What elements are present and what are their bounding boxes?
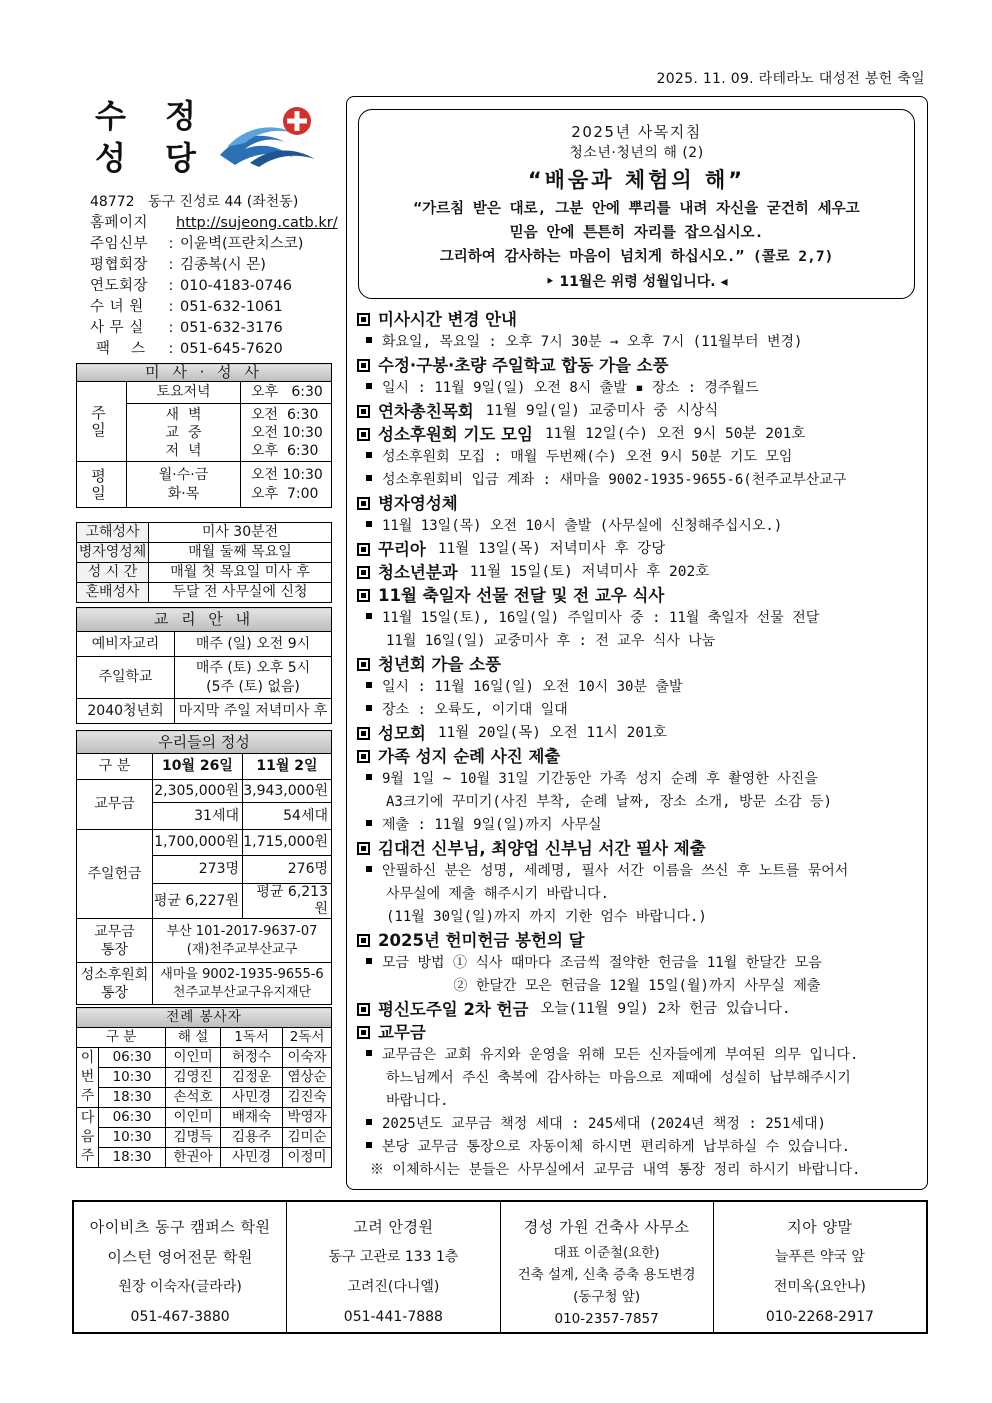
bullet-square-icon	[366, 337, 372, 343]
pastor-row: 주임신부 : 이윤벽(프란치스코)	[90, 236, 304, 252]
announcement-title: 교무금	[378, 1023, 426, 1042]
announcement-heading	[352, 722, 924, 745]
bullet-square-icon	[366, 1142, 372, 1148]
announcement-item	[352, 699, 924, 722]
announcement-item-text: 안필하신 분은 성명, 세례명, 필사 서간 이름을 쓰신 후 노트를 묶어서	[382, 863, 849, 879]
announcements-list	[352, 308, 924, 1182]
announcement-item	[352, 607, 924, 630]
checkbox-square-icon	[357, 842, 370, 855]
announcement-item-text: 성소후원회 모집 : 매월 두번째(수) 오전 9시 50분 기도 모임	[382, 449, 793, 465]
bullet-square-icon	[366, 820, 372, 826]
pastoral-quote-1: “가르침 받은 대로, 그분 안에 뿌리를 내려 자신을 굳건히 세우고	[413, 201, 860, 217]
announcement-item	[352, 1113, 924, 1136]
support-account: 새마을 9002-1935-9655-6 천주교부산교구유지재단	[153, 963, 332, 1005]
announcement-continuation: A3크기에 꾸미기(사진 부착, 순례 날짜, 장소 소개, 방문 소감 등)	[386, 794, 832, 810]
sponsor-ads	[72, 1200, 928, 1334]
pastoral-subtitle: 청소년·청년의 해 (2)	[569, 145, 704, 161]
announcement-heading	[352, 538, 924, 561]
education-title: 교 리 안 내	[77, 608, 332, 632]
bullet-square-icon	[366, 383, 372, 389]
address-row: 48772 동구 진성로 44 (좌천동)	[90, 194, 299, 210]
announcement-item-text: 장소 : 오륙도, 이기대 일대	[382, 702, 568, 718]
announcement-heading	[352, 308, 924, 331]
checkbox-square-icon	[357, 750, 370, 763]
announcement-item-text: 일시 : 11월 9일(일) 오전 8시 출발 ▪ 장소 : 경주월드	[382, 380, 759, 396]
announcement-item-text: 화요일, 목요일 : 오후 7시 30분 → 오후 7시 (11월부터 변경)	[382, 334, 803, 350]
pastoral-quote-3: 그리하여 감사하는 마음이 넘치게 하십시오.” (콜로 2,7)	[439, 249, 834, 265]
bullet-square-icon	[366, 1050, 372, 1056]
bullet-square-icon	[366, 958, 372, 964]
announcement-heading	[352, 837, 924, 860]
ad-architect: 경성 가원 건축사 사무소 대표 이준철(요한) 건축 설계, 신축 증축 용도변경 (동구청 앞) 010-2357-7857	[501, 1202, 714, 1332]
announcement-item-text: 2025년도 교무금 책정 세대 : 245세대 (2024년 책정 : 251세대)	[382, 1116, 826, 1132]
announcement-title: 청년회 가을 소풍	[378, 655, 502, 674]
homepage-link[interactable]: http://sujeong.catb.kr/	[176, 215, 338, 231]
announcement-continuation: (11월 30일(일)까지 까지 기한 엄수 바랍니다.)	[386, 909, 707, 925]
announcement-title: 평신도주일 2차 헌금	[378, 1000, 529, 1019]
office-row: 사 무 실 : 051-632-3176	[90, 320, 283, 336]
checkbox-square-icon	[357, 566, 370, 579]
sunday-label: 주 일	[77, 382, 127, 462]
bullet-square-icon	[366, 521, 372, 527]
announcement-item-text: 11월 15일(토), 16일(일) 주일미사 중 : 11월 축일자 선물 전달	[382, 610, 820, 626]
announcement-title: 병자영성체	[378, 494, 458, 513]
church-info	[90, 192, 340, 360]
yeondo-row: 연도회장 : 010-4183-0746	[90, 278, 292, 294]
mass-schedule-table: 미 사 · 성 사 주 일 토요저녁 오후 6:30 새 벽 교 중 저 녁 오전 6:30 오전 10:30 오후 6:30 평 일 월·수·금 화·목 오전 10:30 오후 7:00	[76, 363, 332, 508]
church-name: 수 정 성 당	[95, 97, 210, 177]
fax-row: 팩 스 : 051-645-7620	[96, 341, 283, 357]
checkbox-square-icon	[357, 589, 370, 602]
weekday-mass-names: 월·수·금 화·목	[127, 462, 241, 508]
announcement-item-text: 일시 : 11월 16일(일) 오전 10시 30분 출발	[382, 679, 683, 695]
announcement-item	[352, 469, 924, 492]
announcement-item	[352, 331, 924, 354]
month-note: ‣ 11월은 위령 성월입니다. ◂	[545, 274, 728, 290]
announcement-item	[352, 1136, 924, 1159]
church-logo-icon	[215, 103, 325, 173]
liturgy-table: 전례 봉사자 구 분 해 설 1독서 2독서 이 번 주 06:30 이인미 허정수 이숙자 10:30 김영진 김정운 염상순 18:30 손석호 사민경 김진숙 다 음 주 06:30 이인미 배재숙 박영자 10:30 김명득 김용주 김미순 18:30 한권아 사민경 이정미	[76, 1007, 332, 1168]
announcement-heading	[352, 653, 924, 676]
announcement-detail: 11월 15일(토) 저녁미사 후 202호	[469, 564, 710, 580]
homepage-row: 홈페이지 http://sujeong.catb.kr/	[90, 213, 340, 234]
checkbox-square-icon	[357, 313, 370, 326]
announcement-detail: 오늘(11월 9일) 2차 헌금 있습니다.	[540, 1001, 791, 1017]
announcement-item-text: 11월 13일(목) 오전 10시 출발 (사무실에 신청해주십시오.)	[382, 518, 783, 534]
sunday-mass-names: 새 벽 교 중 저 녁	[127, 404, 241, 462]
checkbox-square-icon	[357, 497, 370, 510]
announcement-title: 11월 축일자 선물 전달 및 전 교우 식사	[378, 586, 665, 605]
sacraments-table: 고해성사 미사 30분전 병자영성체 매월 둘째 목요일 성 시 간 매월 첫 목요일 미사 후 혼배성사 두달 전 사무실에 신청	[76, 522, 332, 603]
convent-row: 수 녀 원 : 051-632-1061	[90, 299, 283, 315]
announcement-item	[352, 952, 924, 975]
announcement-item-text: 모금 방법 ① 식사 때마다 조금씩 절약한 헌금을 11월 한달간 모음	[382, 955, 822, 971]
announcement-item	[352, 860, 924, 883]
announcement-continuation: 11월 16일(일) 교중미사 후 : 전 교우 식사 나눔	[386, 633, 716, 649]
offerings-table: 우리들의 정성 구 분 10월 26일 11월 2일 교무금 2,305,000원 3,943,000원 31세대 54세대 주일헌금 1,700,000원 1,715,000원 273명 276명 평균 6,227원 평균 6,213원 교무금 통장 부산 101-2017-9637-07 (재)천주교부산교구 성소후원회 통장 새마을 9002-1935-9655-6 천주교부산교구유지재단	[76, 730, 332, 1005]
announcement-detail: 11월 9일(일) 교중미사 중 시상식	[485, 403, 719, 419]
pastoral-quote-2: 믿음 안에 튼튼히 자리를 잡으십시오.	[509, 225, 764, 241]
announcement-title: 청소년분과	[378, 563, 458, 582]
ad-academy: 아이비츠 동구 캠퍼스 학원 이스턴 영어전문 학원 원장 이숙자(글라라) 051-467-3880	[74, 1202, 287, 1332]
announcement-item	[352, 446, 924, 469]
gyomu-account: 부산 101-2017-9637-07 (재)천주교부산교구	[153, 919, 332, 963]
checkbox-square-icon	[357, 543, 370, 556]
announcement-item-text: 제출 : 11월 9일(일)까지 사무실	[382, 817, 602, 833]
announcement-item	[352, 377, 924, 400]
checkbox-square-icon	[357, 1003, 370, 1016]
announcement-detail: 11월 12일(수) 오전 9시 50분 201호	[544, 426, 806, 442]
announcement-continuation: 하느님께서 주신 축복에 감사하는 마음으로 제때에 성실히 납부해주시기	[386, 1070, 851, 1086]
announcement-heading	[352, 745, 924, 768]
sunday-mass-times: 오전 6:30 오전 10:30 오후 6:30	[241, 404, 332, 462]
announcement-heading	[352, 929, 924, 952]
checkbox-square-icon	[357, 428, 370, 441]
bullet-square-icon	[366, 452, 372, 458]
checkbox-square-icon	[357, 934, 370, 947]
announcement-heading	[352, 998, 924, 1021]
announcement-heading	[352, 492, 924, 515]
announcement-heading	[352, 423, 924, 446]
checkbox-square-icon	[357, 359, 370, 372]
mass-title: 미 사 · 성 사	[77, 364, 332, 382]
announcement-item-text: 성소후원회비 입금 계좌 : 새마을 9002-1935-9655-6(천주교부산교구	[382, 472, 847, 488]
announcement-heading	[352, 1021, 924, 1044]
announcement-item	[352, 768, 924, 791]
bulletin-date: 2025. 11. 09. 라테라노 대성전 봉헌 축일	[656, 71, 925, 87]
announcement-continuation: 바랍니다.	[386, 1093, 449, 1109]
ad-optician: 고려 안경원 동구 고관로 133 1층 고려진(다니엘) 051-441-7888	[287, 1202, 500, 1332]
liturgy-title: 전례 봉사자	[77, 1008, 332, 1028]
announcement-detail: 11월 20일(목) 오전 11시 201호	[437, 725, 667, 741]
bullet-square-icon	[366, 705, 372, 711]
announcement-title: 연차총친목회	[378, 402, 474, 421]
announcement-item-text: 본당 교무금 통장으로 자동이체 하시면 편리하게 납부하실 수 있습니다.	[382, 1139, 851, 1155]
announcement-title: 꾸리아	[378, 540, 426, 559]
weekday-label: 평 일	[77, 462, 127, 508]
bullet-square-icon	[366, 682, 372, 688]
announcement-detail: 11월 13일(목) 저녁미사 후 강당	[437, 541, 666, 557]
pastoral-theme: “배움과 체험의 해”	[527, 168, 746, 192]
announcement-item	[352, 515, 924, 538]
ad-socks: 지아 양말 늘푸른 약국 앞 전미옥(요안나) 010-2268-2917	[765, 1218, 874, 1325]
checkbox-square-icon	[357, 1026, 370, 1039]
announcement-item-text: 교무금은 교회 유지와 운영을 위해 모든 신자들에게 부여된 의무 입니다.	[382, 1047, 859, 1063]
council-president-row: 평협회장 : 김종복(시 몬)	[90, 257, 266, 273]
announcement-item	[352, 676, 924, 699]
bullet-square-icon	[366, 866, 372, 872]
checkbox-square-icon	[357, 658, 370, 671]
bullet-square-icon	[366, 774, 372, 780]
announcement-note: ※ 이체하시는 분들은 사무실에서 교무금 내역 통장 정리 하시기 바랍니다.	[370, 1162, 861, 1178]
announcement-title: 성소후원회 기도 모임	[378, 425, 533, 444]
announcement-continuation: 사무실에 제출 해주시기 바랍니다.	[386, 886, 610, 902]
announcement-heading	[352, 584, 924, 607]
announcement-heading	[352, 354, 924, 377]
pastoral-guideline-box	[358, 109, 915, 299]
announcement-item-text: 9월 1일 ~ 10월 31일 기간동안 가족 성지 순례 후 촬영한 사진을	[382, 771, 818, 787]
pastoral-year-title: 2025년 사목지침	[571, 123, 702, 141]
offerings-title: 우리들의 정성	[77, 731, 332, 754]
bullet-square-icon	[366, 475, 372, 481]
bullet-square-icon	[366, 1119, 372, 1125]
bullet-square-icon	[366, 613, 372, 619]
announcement-title: 김대건 신부님, 최양업 신부님 서간 필사 제출	[378, 839, 706, 858]
announcement-title: 미사시간 변경 안내	[378, 310, 518, 329]
education-table: 교 리 안 내 예비자교리 매주 (일) 오전 9시 주일학교 매주 (토) 오후 5시 (5주 (토) 없음) 2040청년회 마지막 주일 저녁미사 후	[76, 607, 332, 724]
checkbox-square-icon	[357, 727, 370, 740]
church-header	[95, 95, 345, 190]
announcement-heading	[352, 400, 924, 423]
announcement-continuation: ② 한달간 모은 헌금을 12월 15일(월)까지 사무실 제출	[386, 978, 821, 994]
announcement-item	[352, 1044, 924, 1067]
announcement-title: 가족 성지 순례 사진 제출	[378, 747, 561, 766]
announcement-heading	[352, 561, 924, 584]
checkbox-square-icon	[357, 405, 370, 418]
weekday-mass-times: 오전 10:30 오후 7:00	[241, 462, 332, 508]
announcement-title: 2025년 헌미헌금 봉헌의 달	[378, 931, 585, 950]
announcement-title: 수정·구봉·초량 주일학교 합동 가을 소풍	[378, 356, 669, 375]
announcement-item	[352, 814, 924, 837]
announcement-title: 성모회	[378, 724, 426, 743]
